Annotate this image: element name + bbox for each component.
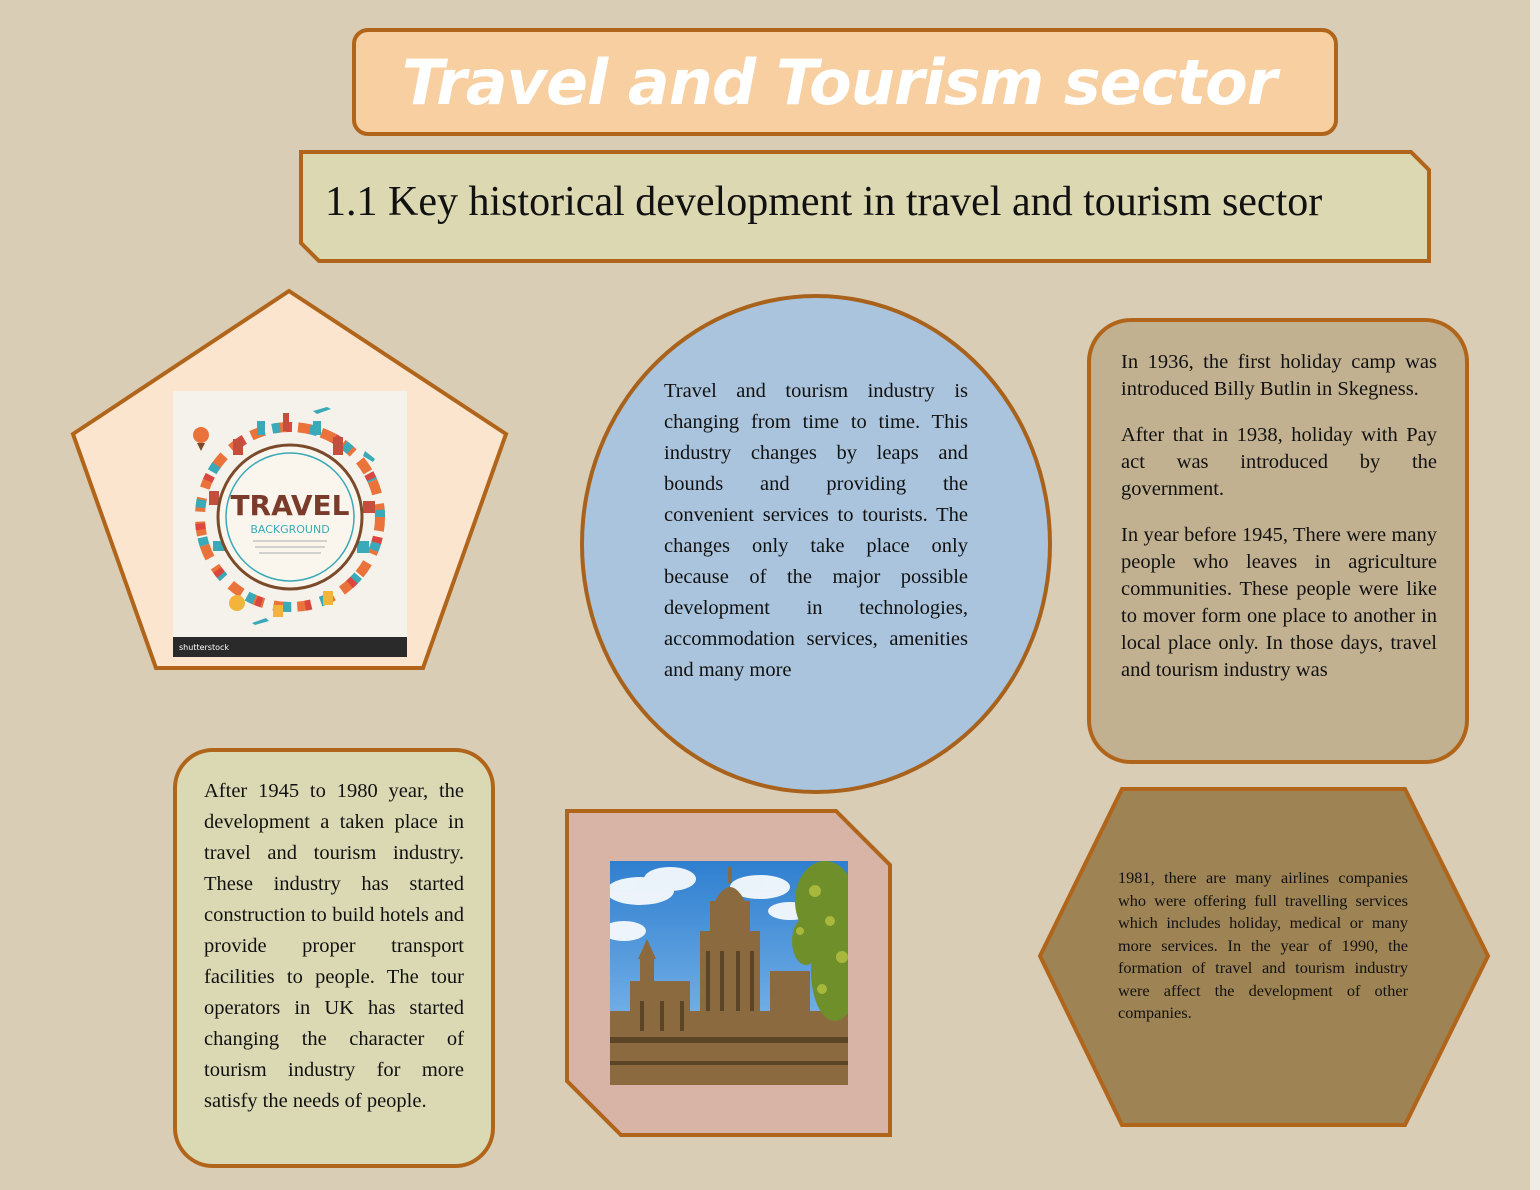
page-edge [1530,0,1540,1190]
right-paragraph: In year before 1945, There were many people who leaves in agriculture communities. These people were like to mover form one place to another in local place only. In those days, travel and tourism industry was [1121,524,1437,681]
title-banner [352,28,1338,136]
hexagon-paragraph: 1981, there are many airlines companies who were offering full travelling services which includes holiday, medical or many more services. In the year of 1990, the formation of travel and tourism industry were affect the development of other companies. [1118,868,1408,1022]
right-paragraph: In 1936, the first holiday camp was introduced Billy Butlin in Skegness. [1121,351,1437,400]
circle-paragraph: Travel and tourism industry is changing from time to time. This industry changes by leaps and bounds and providing the convenient services to tourists. The changes only take place only because of the major possible development in technologies, accommodation services, amenities and many more [664,380,968,681]
watermark-text: shutterstock [179,642,230,652]
section-heading: 1.1 Key historical development in travel and tourism sector [325,179,1323,225]
watermark-bar [173,637,407,657]
right-text-content [1121,349,1437,742]
travel-background-image [173,391,407,657]
page-title: Travel and Tourism sector [401,45,1277,119]
bottom-left-paragraph: After 1945 to 1980 year, the development a taken place in travel and tourism industry. These industry has started construction to build hotels and provide proper transport facilities to people. The tour operators in UK has started changing the character of tourism industry for more satisfy the needs of people. [204,780,464,1112]
travel-badge-heading: TRAVEL [230,489,350,522]
cathedral-photo [610,861,848,1085]
travel-badge-subheading: BACKGROUND [250,523,330,536]
right-text-box [1087,318,1469,764]
right-paragraph: After that in 1938, holiday with Pay act was introduced by the government. [1121,424,1437,500]
